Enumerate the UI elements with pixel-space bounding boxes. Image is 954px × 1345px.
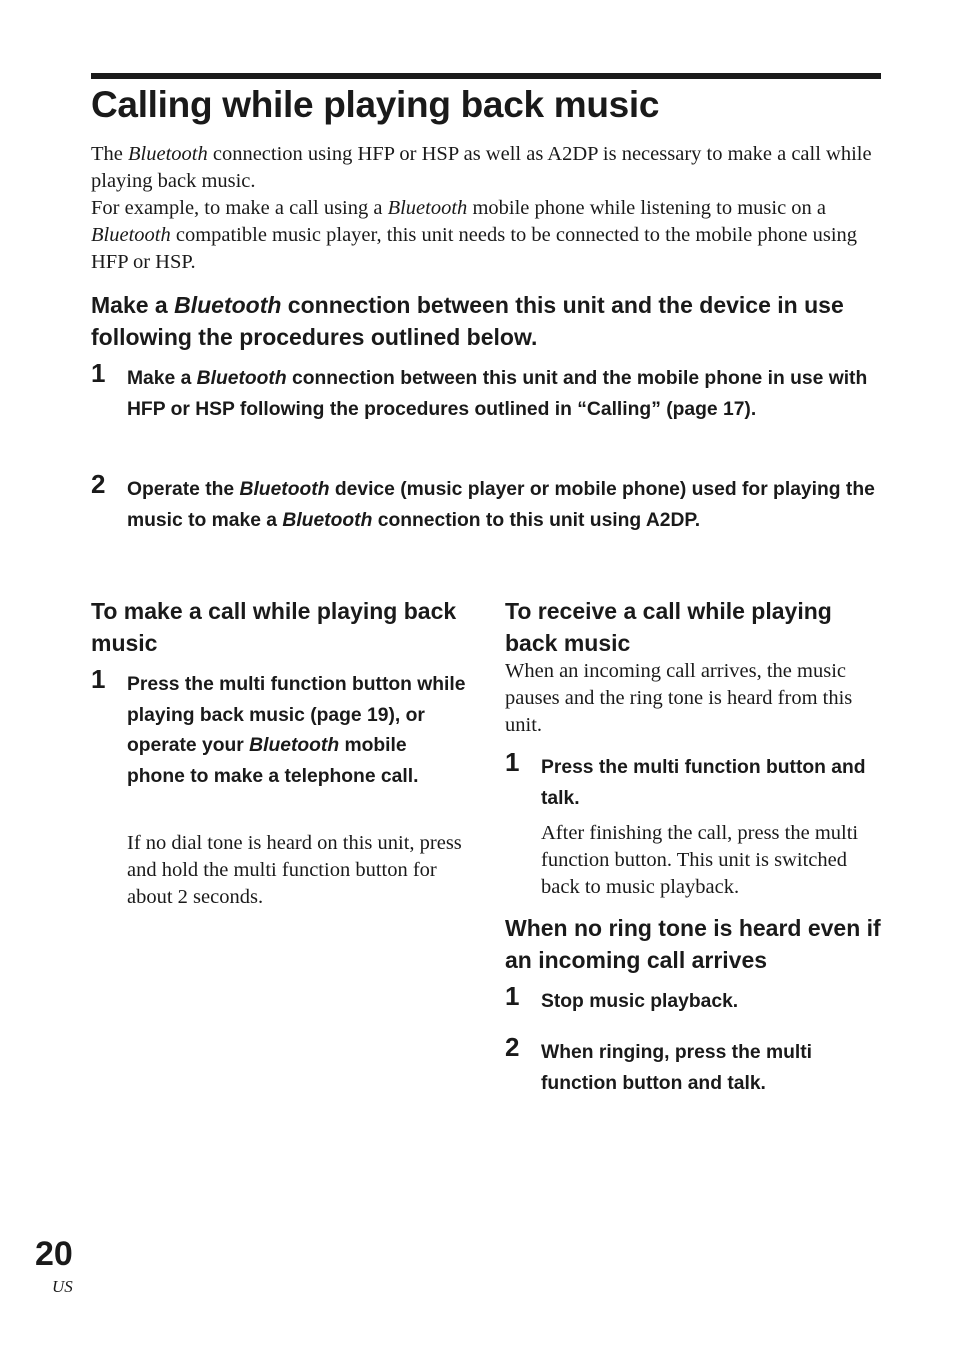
step-text: When ringing, press the multi function button and talk. [541,1042,813,1094]
step-number: 1 [505,981,520,1011]
page-title: Calling while playing back music [91,84,660,125]
intro-text [91,141,881,276]
receive-call-note: After finishing the call, press the multi function button. This unit is switched back to music playback. [541,822,859,898]
step-text: Make a Bluetooth connection between this unit and the mobile phone in use with HFP or HSP following the procedures outlined in “Calling” (page 17). [127,368,868,420]
lead-instruction: Make a Bluetooth connection between this unit and the device in use following the procedures outlined below. [91,292,844,350]
intro-paragraph-1: The Bluetooth connection using HFP or HSP as well as A2DP is necessary to make a call while playing back music. [91,143,872,192]
step-number: 1 [505,747,520,777]
step-text: Stop music playback. [541,991,739,1012]
title-rule [91,73,881,79]
no-ring-tone-heading: When no ring tone is heard even if an incoming call arrives [505,915,881,973]
step-number: 1 [91,664,106,694]
receive-call-heading: To receive a call while playing back music [505,598,832,656]
step-number: 1 [91,358,106,388]
make-call-note: If no dial tone is heard on this unit, press and hold the multi function button for about 2 seconds. [127,832,462,908]
step-text: Press the multi function button while playing back music (page 19), or operate your Bluetooth mobile phone to make a telephone call. [127,674,466,787]
page-number: 20 [35,1235,73,1273]
step-text: Press the multi function button and talk. [541,757,866,809]
step-number: 2 [91,469,106,499]
locale-label: US [52,1277,73,1296]
step-text: Operate the Bluetooth device (music player or mobile phone) used for playing the music to make a Bluetooth connection to this unit using A2DP. [127,479,875,531]
receive-call-intro: When an incoming call arrives, the music pauses and the ring tone is heard from this unit. [505,660,853,736]
make-call-heading: To make a call while playing back music [91,598,457,656]
intro-paragraph-2: For example, to make a call using a Bluetooth mobile phone while listening to music on a Bluetooth compatible music player, this unit needs to be connected to the mobile phone using HFP or HSP. [91,197,858,273]
step-number: 2 [505,1032,520,1062]
